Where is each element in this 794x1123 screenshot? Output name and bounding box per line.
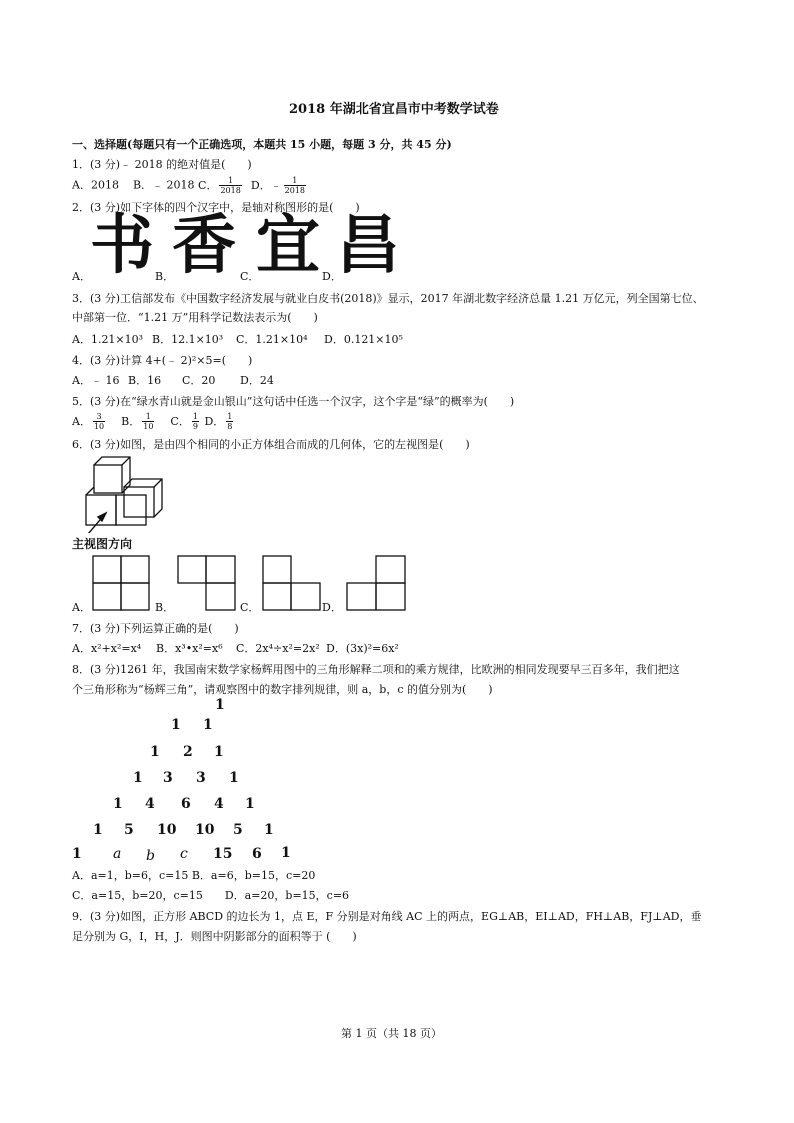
- tri-r2-0: 1: [150, 744, 160, 760]
- q8-options-cd: C．a=15，b=20，c=15 D．a=20，b=15，c=6: [72, 889, 350, 902]
- tri-r3-0: 1: [133, 770, 143, 786]
- q1-option-b: B．﹣ 2018: [132, 178, 195, 192]
- q3-line1: 3．(3 分)工信部发布《中国数字经济发展与就业白皮书(2018)》显示，2017 年湖北数字经济总量 1.21 万亿元，列全国第七位、: [72, 292, 704, 305]
- q5-option-d: D． $\frac{1}{8}$: [204, 412, 233, 431]
- q4-stem: 4．(3 分)计算 4+(﹣ 2)²×5=( ): [72, 354, 253, 367]
- tri-r3-1: 3: [163, 770, 173, 786]
- q9-line1: 9．(3 分)如图，正方形 ABCD 的边长为 1，点 E，F 分别是对角线 AC 上的两点，EG⊥AB，EI⊥AD，FH⊥AB，FJ⊥AD，垂: [72, 910, 702, 923]
- q2-option-b: B．: [155, 270, 175, 283]
- q2-char-b: 香: [172, 209, 234, 283]
- q8-line1: 8．(3 分)1261 年，我国南宋数学家杨辉用图中的三角形解释二项和的乘方规律，比欧洲的相同发现要早三百多年，我们把这: [72, 663, 680, 676]
- q2-char-c: 宜: [256, 209, 318, 283]
- q7-stem: 7．(3 分)下列运算正确的是( ): [72, 622, 239, 635]
- q6-option-d: D．: [322, 601, 342, 614]
- q5-options: [72, 412, 235, 431]
- q8-line2: 个三角形称为“杨辉三角”，请观察图中的数字排列规律，则 a，b，c 的值分别为( ): [72, 683, 493, 696]
- q6-stem: 6．(3 分)如图，是由四个相同的小正方体组合而成的几何体，它的左视图是( ): [72, 438, 470, 451]
- q6-option-c-figure: [262, 555, 322, 611]
- tri-r1-1: 1: [203, 717, 213, 733]
- q3-option-d: D．0.121×10⁵: [324, 333, 403, 346]
- tri-r2-1: 2: [183, 744, 193, 760]
- q7-option-a: A．x²+x²=x⁴: [72, 642, 142, 655]
- tri-r6-6: 1: [281, 845, 291, 861]
- tri-r4-4: 1: [245, 796, 255, 812]
- tri-r2-2: 1: [214, 744, 224, 760]
- q2-option-a: A．: [72, 270, 91, 283]
- q6-option-b-figure: [177, 555, 237, 611]
- q4-option-d: D．24: [240, 374, 274, 387]
- q1-option-d: D．﹣ $\frac{1}{2018}$: [250, 176, 305, 195]
- tri-r0-0: 1: [215, 697, 225, 713]
- tri-r4-3: 4: [214, 796, 224, 812]
- tri-r6-c: c: [180, 846, 188, 862]
- q4-option-c: C．20: [182, 374, 216, 387]
- tri-r4-0: 1: [113, 796, 123, 812]
- q3-option-a: A．1.21×10³: [72, 333, 144, 346]
- q4-option-a: A．﹣ 16: [72, 374, 120, 387]
- q3-line2: 中部第一位．“1.21 万”用科学记数法表示为( ): [72, 311, 318, 324]
- q6-option-d-figure: [345, 555, 407, 611]
- q7-option-d: D．(3x)²=6x²: [326, 642, 399, 655]
- q6-option-c: C．: [240, 601, 260, 614]
- q1-option-a: A．2018: [72, 178, 119, 192]
- q2-option-c: C．: [240, 270, 260, 283]
- tri-r4-1: 4: [145, 796, 155, 812]
- tri-r5-1: 5: [124, 822, 134, 838]
- q5-option-a: A． $\frac{3}{10}$: [72, 412, 105, 431]
- tri-r5-3: 10: [195, 822, 215, 838]
- q2-char-a: 书: [90, 209, 152, 283]
- q6-view-label: 主视图方向: [72, 537, 133, 551]
- q2-option-d: D．: [322, 270, 342, 283]
- q3-option-c: C．1.21×10⁴: [236, 333, 308, 346]
- q7-option-b: B．x³•x²=x⁶: [156, 642, 223, 655]
- tri-r6-0: 1: [72, 846, 82, 862]
- tri-r5-5: 1: [264, 822, 274, 838]
- q5-stem: 5．(3 分)在“绿水青山就是金山银山”这句话中任选一个汉字，这个字是“绿”的概率为( ): [72, 395, 515, 408]
- q5-option-b: B． $\frac{1}{10}$: [121, 412, 154, 431]
- q1-stem: 1．(3 分)﹣ 2018 的绝对值是( ): [72, 158, 252, 171]
- page-title: 2018 年湖北省宜昌市中考数学试卷: [289, 102, 499, 117]
- section-heading: 一、选择题(每题只有一个正确选项，本题共 15 小题，每题 3 分，共 45 分): [72, 138, 452, 151]
- tri-r4-2: 6: [181, 796, 191, 812]
- tri-r5-2: 10: [157, 822, 177, 838]
- q2-char-d: 昌: [336, 209, 398, 283]
- tri-r3-3: 1: [229, 770, 239, 786]
- tri-r6-b: b: [146, 848, 155, 864]
- q5-option-c: C． $\frac{1}{9}$: [170, 412, 198, 431]
- tri-r6-a: a: [113, 846, 122, 862]
- tri-r5-0: 1: [93, 822, 103, 838]
- q6-option-b: B．: [155, 601, 175, 614]
- q6-cube-figure: [80, 453, 190, 533]
- tri-r1-0: 1: [171, 717, 181, 733]
- tri-r6-4: 15: [213, 846, 233, 862]
- q8-options-ab: A．a=1，b=6，c=15 B．a=6，b=15，c=20: [72, 869, 316, 882]
- q6-option-a-figure: [92, 555, 150, 611]
- tri-r3-2: 3: [196, 770, 206, 786]
- q1-option-c: C． $\frac{1}{2018}$: [198, 176, 241, 195]
- tri-r5-4: 5: [233, 822, 243, 838]
- page-footer: 第 1 页（共 18 页）: [341, 1027, 442, 1040]
- q1-options: [72, 176, 308, 195]
- q3-option-b: B．12.1×10³: [152, 333, 224, 346]
- q9-line2: 足分别为 G，I，H，J．则图中阴影部分的面积等于 ( ): [72, 930, 357, 943]
- tri-r6-5: 6: [252, 846, 262, 862]
- q4-option-b: B．16: [128, 374, 162, 387]
- q7-option-c: C．2x⁴÷x²=2x²: [236, 642, 320, 655]
- q2-stem: 2．(3 分)如下字体的四个汉字中，是轴对称图形的是( ): [72, 201, 360, 214]
- q6-option-a: A．: [72, 601, 91, 614]
